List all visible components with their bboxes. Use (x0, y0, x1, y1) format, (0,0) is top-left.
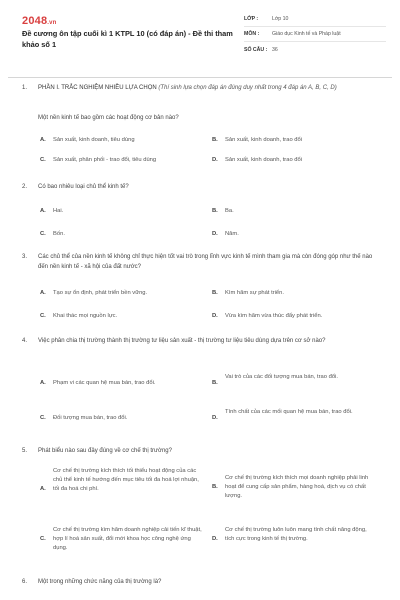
option-text: Sản xuất, kinh doanh, trao đổi (225, 157, 303, 163)
option-text: Vai trò của các đối tượng mua bán, trao đổi. (225, 374, 338, 380)
option-text: Sản xuất, phân phối - trao đổi, tiêu dùng (53, 157, 157, 163)
option-label: C. (40, 536, 46, 542)
question-number: 5. (22, 448, 28, 454)
option-text: Vừa kìm hãm vừa thúc đẩy phát triển. (225, 313, 323, 319)
option-text: Ba. (225, 208, 234, 214)
logo-text: 2048 (22, 15, 48, 27)
section-hint: (Thí sinh lựa chọn đáp án đúng duy nhất trong 4 đáp án A, B, C, D) (158, 85, 337, 91)
option-text: Tính chất của các mối quan hệ mua bán, trao đổi. (225, 409, 353, 415)
question-stem: Việc phân chia thị trường thành thị trường tư liệu sản xuất - thị trường tư liệu tiêu dùng dựa trên cơ sở nào? (38, 338, 326, 344)
meta-value: Lớp 10 (272, 16, 289, 22)
logo-suffix: .vn (47, 20, 57, 26)
section-number: 1. (22, 85, 28, 91)
option-text: Cơ chế thị trường kích thích tối thiểu hoạt động của các chủ thể kinh tế hướng đến mục tiêu tối đa hoá lợi nhuận, tối đa hoá chi phí. (53, 468, 199, 492)
meta-value: 36 (272, 46, 278, 53)
option-text: Cơ chế thị trường kích thích mọi doanh nghiệp phải linh hoạt để cung cấp sản phẩm, hàng hoá, dịch vụ có chất lượng. (225, 475, 369, 499)
question-stem: Có bao nhiêu loại chủ thể kinh tế? (38, 184, 129, 190)
question-stem: Một trong những chức năng của thị trường là? (38, 579, 162, 585)
option-label: D. (212, 536, 218, 542)
option-text: Sản xuất, kinh doanh, tiêu dùng (53, 137, 135, 143)
option-text: Đối tượng mua bán, trao đổi. (53, 415, 128, 421)
question-number: 2. (22, 184, 28, 190)
option-label: B. (212, 484, 218, 490)
option-label: B. (212, 208, 218, 214)
option-text: Phạm vi các quan hệ mua bán, trao đổi. (53, 380, 156, 386)
question-5 (22, 447, 382, 457)
option-label: C. (40, 231, 46, 237)
option-label: D. (212, 157, 218, 163)
question-stem: Một nền kinh tế bao gồm các hoạt động cơ bản nào? (38, 115, 179, 121)
option-label: C. (40, 313, 46, 319)
option-label: A. (40, 486, 46, 492)
option-text: Cơ chế thị trường kìm hãm doanh nghiệp cải tiến kĩ thuật, hợp lí hoá sản xuất, đổi mới khoa học công nghệ ứng dụng. (53, 527, 202, 551)
option-label: A. (40, 208, 46, 214)
option-label: A. (40, 380, 46, 386)
question-2 (22, 183, 382, 193)
meta-value: Giáo dục Kinh tế và Pháp luật (272, 31, 341, 37)
option-text: Khai thác mọi nguồn lực. (53, 313, 118, 319)
meta-key: LỚP : (244, 16, 259, 22)
option-label: A. (40, 137, 46, 143)
question-number: 4. (22, 338, 28, 344)
meta-key: SỐ CÂU : (244, 46, 268, 53)
option-label: B. (212, 290, 218, 296)
option-text: Tạo sự ổn định, phát triển bền vững. (53, 290, 148, 296)
question-4 (22, 337, 382, 357)
question-text (22, 114, 382, 124)
meta-key: MÔN : (244, 31, 260, 37)
option-label: D. (212, 231, 218, 237)
question-3 (22, 253, 382, 273)
option-label: C. (40, 157, 46, 163)
option-text: Hai. (53, 208, 64, 214)
question-number: 3. (22, 254, 28, 260)
option-label: A. (40, 290, 46, 296)
option-label: D. (212, 313, 218, 319)
option-label: C. (40, 415, 46, 421)
option-text: Sản xuất, kinh doanh, trao đổi (225, 137, 303, 143)
question-6 (22, 578, 382, 588)
option-text: Kìm hãm sự phát triển. (225, 290, 284, 296)
option-label: B. (212, 380, 218, 386)
section-header (22, 84, 382, 106)
section-title: PHẦN I. TRẮC NGHIỆM NHIỀU LỰA CHỌN (38, 85, 157, 91)
option-text: Bốn. (53, 231, 65, 237)
option-label: D. (212, 415, 218, 421)
page-title: Đề cương ôn tập cuối kì 1 KTPL 10 (có đáp án) - Đề thi tham khảo số 1 (22, 29, 233, 49)
option-text: Cơ chế thị trường luôn luôn mang tính chất năng động, tích cực trong kinh tế thị trường. (225, 527, 367, 542)
option-label: B. (212, 137, 218, 143)
question-stem: Các chủ thể của nền kinh tế không chỉ thực hiện tốt vai trò trong lĩnh vực kinh tế mình tham gia mà còn đóng góp như thế nào đến nền kinh tế - xã hội của đất nước? (38, 254, 373, 270)
option-text: Năm. (225, 231, 239, 237)
question-number: 6. (22, 579, 28, 585)
question-stem: Phát biểu nào sau đây đúng về cơ chế thị trường? (38, 448, 172, 454)
section-title-block (38, 84, 380, 94)
